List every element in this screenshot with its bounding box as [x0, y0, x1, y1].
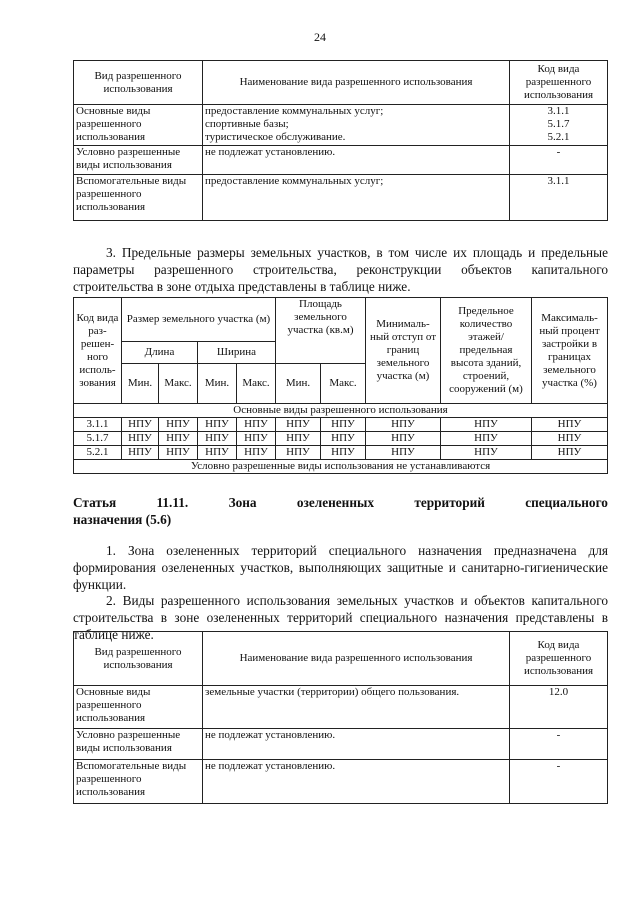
- use-code-cell: [510, 175, 608, 221]
- use-name-cell: [203, 105, 510, 146]
- cell: НПУ: [122, 418, 159, 432]
- land-plot-limits-table: [73, 297, 608, 474]
- floors-header: Предельное количество этажей/ предельная высота зданий, строений, сооружений (м): [441, 298, 532, 404]
- paragraph-zone-purpose: 1. Зона озелененных территорий специального назначения предназначена для формирования озелененных участков, выполняющих защитные и санитарно-гигиенические функции.: [73, 543, 608, 592]
- use-name-cell: не подлежат установлению.: [203, 760, 510, 804]
- cell: НПУ: [159, 432, 198, 446]
- use-name: предоставление коммунальных услуг;: [205, 175, 384, 187]
- article-heading: [73, 494, 608, 528]
- min-header: Мин.: [198, 364, 237, 404]
- table-header: Вид разрешенного использования: [74, 632, 203, 686]
- use-type-cell: Основные виды разрешенного использования: [74, 686, 203, 729]
- cell: НПУ: [441, 432, 532, 446]
- cell: НПУ: [441, 418, 532, 432]
- cell: НПУ: [198, 446, 237, 460]
- use-type-cell: Вспомогательные виды разрешенного использования: [74, 175, 203, 221]
- coverage-header: Максималь-ный процент застройки в границах земельного участка (%): [532, 298, 608, 404]
- cell: НПУ: [532, 432, 608, 446]
- max-header: Макс.: [321, 364, 366, 404]
- cell: НПУ: [276, 418, 321, 432]
- max-header: Макс.: [159, 364, 198, 404]
- use-code: 3.1.1: [547, 175, 570, 187]
- table-row: [74, 432, 608, 446]
- use-code-cell: [510, 105, 608, 146]
- max-header: Макс.: [237, 364, 276, 404]
- cell: НПУ: [321, 446, 366, 460]
- cell: НПУ: [321, 432, 366, 446]
- cell: НПУ: [366, 432, 441, 446]
- use-name-cell: земельные участки (территории) общего пользования.: [203, 686, 510, 729]
- cell: НПУ: [532, 418, 608, 432]
- cell: НПУ: [276, 446, 321, 460]
- cell: НПУ: [237, 418, 276, 432]
- cell: НПУ: [366, 418, 441, 432]
- min-header: Мин.: [276, 364, 321, 404]
- use-name-cell: [203, 146, 510, 175]
- heading-word: Зона: [228, 495, 257, 510]
- row-code: 3.1.1: [74, 418, 122, 432]
- use-code: -: [556, 146, 561, 158]
- cell: НПУ: [441, 446, 532, 460]
- table-row: [74, 418, 608, 432]
- heading-word: специального: [525, 495, 608, 510]
- cell: НПУ: [159, 446, 198, 460]
- table-row: [74, 446, 608, 460]
- cell: НПУ: [237, 432, 276, 446]
- table-header: Наименование вида разрешенного использования: [203, 632, 510, 686]
- permitted-use-table-green-zone: [73, 631, 608, 804]
- use-name-cell: [203, 175, 510, 221]
- section-main-row: Основные виды разрешенного использования: [74, 404, 608, 418]
- permitted-use-table-recreation: [73, 60, 608, 221]
- use-code: 5.1.7: [547, 118, 570, 130]
- cell: НПУ: [122, 432, 159, 446]
- use-code: 5.2.1: [547, 131, 570, 143]
- cell: НПУ: [159, 418, 198, 432]
- plot-size-header: Размер земельного участка (м): [122, 298, 276, 342]
- row-code: 5.1.7: [74, 432, 122, 446]
- setback-header: Минималь-ный отступ от границ земельного участка (м): [366, 298, 441, 404]
- cell: НПУ: [122, 446, 159, 460]
- cell: НПУ: [532, 446, 608, 460]
- use-name: предоставление коммунальных услуг;: [205, 105, 384, 117]
- cell: НПУ: [198, 418, 237, 432]
- width-header: Ширина: [198, 342, 276, 364]
- section-conditional-row: Условно разрешенные виды использования не устанавливаются: [74, 460, 608, 474]
- heading-word: Статья: [73, 495, 117, 510]
- row-code: 5.2.1: [74, 446, 122, 460]
- cell: НПУ: [198, 432, 237, 446]
- heading-word: озелененных: [296, 495, 375, 510]
- page-number: 24: [314, 30, 326, 44]
- cell: НПУ: [237, 446, 276, 460]
- heading-line-1: [73, 494, 608, 511]
- cell: НПУ: [366, 446, 441, 460]
- use-name: спортивные базы;: [205, 118, 289, 130]
- heading-line-2: назначения (5.6): [73, 512, 172, 527]
- cell: НПУ: [276, 432, 321, 446]
- table-header: Код вида разрешенного использования: [510, 632, 608, 686]
- table-header: Вид разрешенного использования: [74, 61, 203, 105]
- area-header: Площадь земельного участка (кв.м): [276, 298, 366, 364]
- use-code-cell: [510, 146, 608, 175]
- heading-word: 11.11.: [156, 495, 189, 510]
- use-type-cell: Условно разрешенные виды использования: [74, 729, 203, 760]
- use-code-cell: -: [510, 729, 608, 760]
- use-code: 3.1.1: [547, 105, 570, 117]
- table-header: Код вида разрешенного использования: [510, 61, 608, 105]
- use-type-cell: Вспомогательные виды разрешенного использования: [74, 760, 203, 804]
- cell: НПУ: [321, 418, 366, 432]
- use-name: туристическое обслуживание.: [205, 131, 346, 143]
- table-header: Наименование вида разрешенного использования: [203, 61, 510, 105]
- use-type-cell: Условно разрешенные виды использования: [74, 146, 203, 175]
- use-name: не подлежат установлению.: [205, 146, 336, 158]
- use-type-cell: Основные виды разрешенного использования: [74, 105, 203, 146]
- use-code-cell: 12.0: [510, 686, 608, 729]
- min-header: Мин.: [122, 364, 159, 404]
- code-header: Код вида раз-решен-ного исполь-зования: [74, 298, 122, 404]
- paragraph-limits: 3. Предельные размеры земельных участков, в том числе их площадь и предельные параметры разрешенного строительства, реконструкции объектов капитального строительства в зоне отдыха представлены в таблице ниже.: [73, 245, 608, 294]
- heading-word: территорий: [414, 495, 485, 510]
- length-header: Длина: [122, 342, 198, 364]
- paragraph-use-types: 2. Виды разрешенного использования земельных участков и объектов капитального строительства в зоне озелененных территорий специального назначения представлены в таблице ниже.: [73, 593, 608, 642]
- use-name-cell: не подлежат установлению.: [203, 729, 510, 760]
- use-code-cell: -: [510, 760, 608, 804]
